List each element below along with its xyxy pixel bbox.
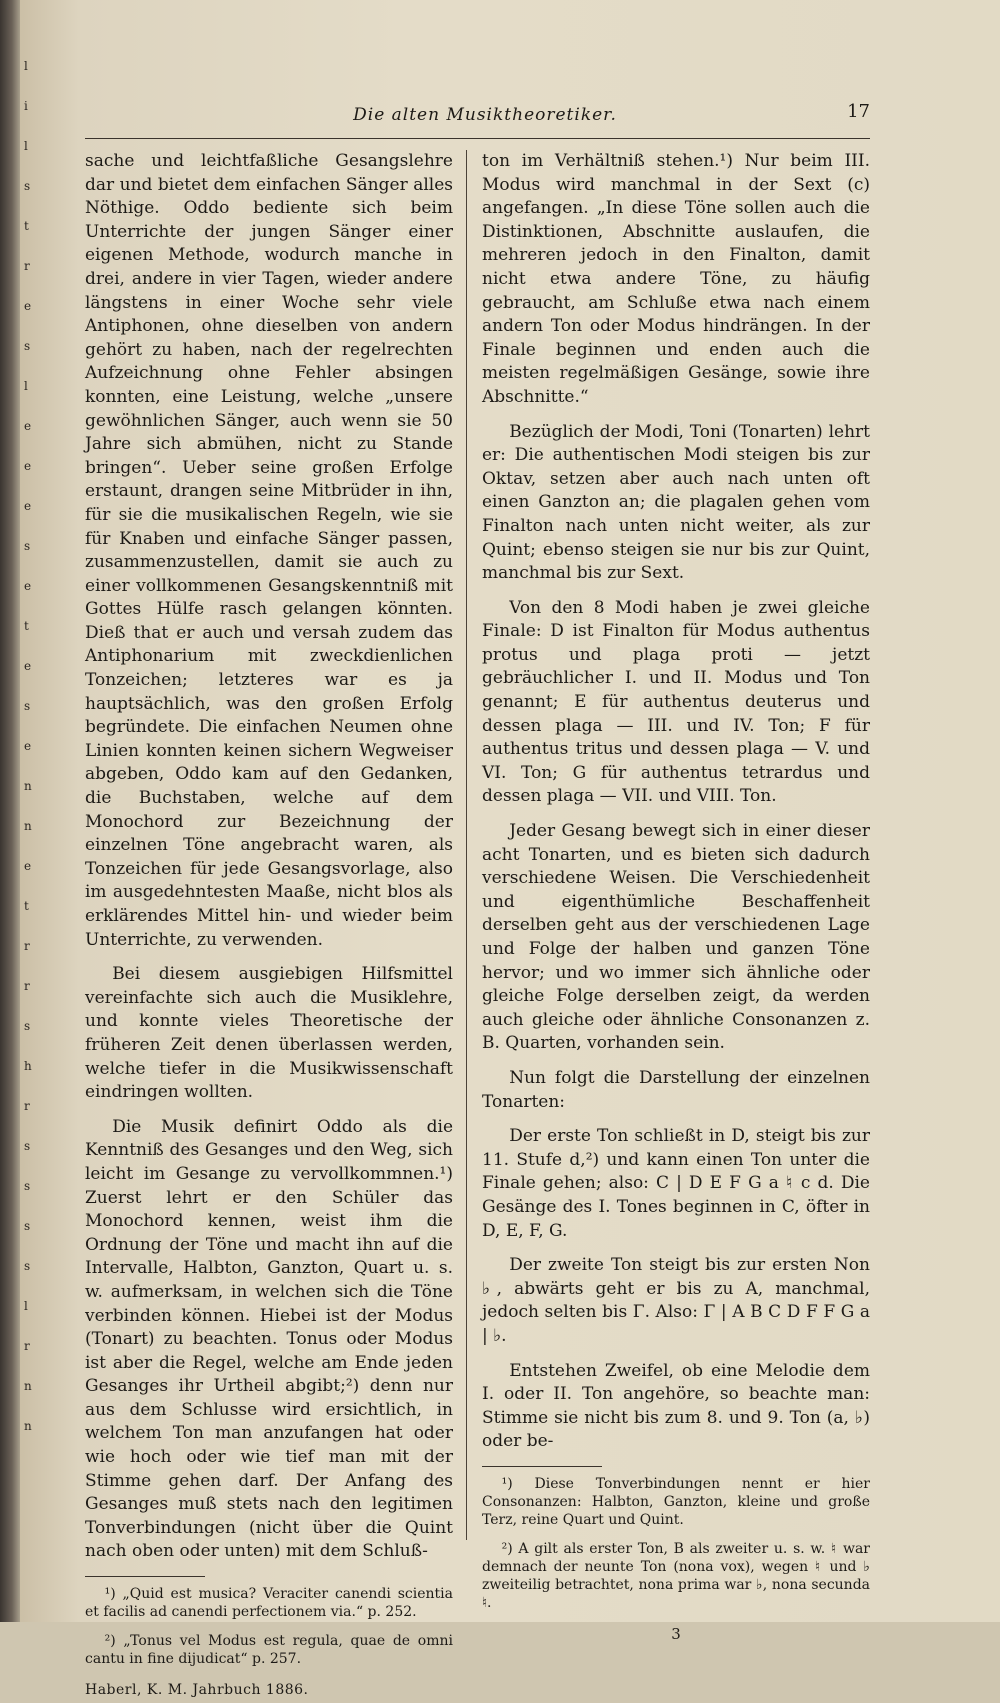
footnote: ²) „Tonus vel Modus est regula, quae de omni cantu in fine dijudicat“ p. 257. xyxy=(85,1633,453,1668)
edge-letter: s xyxy=(24,339,31,353)
edge-letter: s xyxy=(24,1259,31,1273)
paragraph: Entstehen Zweifel, ob eine Melodie dem I. oder II. Ton angehöre, so beachte man: Stimme sie nicht bis zum 8. und 9. Ton (a, ♭) oder be- xyxy=(482,1360,870,1452)
paragraph: Der zweite Ton steigt bis zur ersten Non ♭, abwärts geht er bis zu A, manchmal, jedoch selten bis Γ. Also: Γ | A B C D F F G a | ♭. xyxy=(482,1255,870,1346)
footnote: ¹) Diese Tonverbindungen nennt er hier Consonanzen: Halbton, Ganzton, kleine und große Terz, reine Quart und Quint. xyxy=(482,1475,870,1528)
edge-letter: s xyxy=(24,1219,31,1233)
edge-letter: e xyxy=(24,499,32,513)
document-page xyxy=(20,0,1000,1699)
edge-letter: e xyxy=(24,459,32,473)
paragraph: sache und leichtfaßliche Gesangslehre dar und bietet dem einfachen Sänger alles Nöthige. Oddo bediente sich beim Unterrichte der jungen Sänger einer eigenen Methode, wodurch manche in drei, andere in vier Tagen, wieder andere längstens in einer Woche sehr viele Antiphonen, ohne dieselben von andern gehört zu haben, nach der regelrechten Aufzeichnung ohne Fehler absingen konnten, eine Leistung, welche „unsere gewöhnlichen Sänger, auch wenn sie 50 Jahre sich abmühen, nicht zu Stande bringen“. Ueber seine großen Erfolge erstaunt, drangen seine Mitbrüder in ihn, für sie die musikalischen Regeln, wie sie für Knaben und einfache Sänger passen, zusammenzustellen, damit sie auch zu einer vollkommenen Gesangskenntniß mit Gottes Hülfe rasch gelangen könnten. Dieß that er auch und versah zudem das Antiphonarium mit zweckdienlichen Tonzeichen; letzteres war es ja hauptsächlich, was den großen Erfolg begründete. Die einfachen Neumen ohne Linien konnten keinen sichern Wegweiser abgeben, Oddo kam auf den Gedanken, die Buchstaben, welche auf dem Monochord zur Bezeichnung der einzelnen Töne angebracht waren, als Tonzeichen für jede Gesangsvorlage, also im ausgedehntesten Maaße, nicht blos als erklärendes Mittel hin- und wieder beim Unterrichte, zu verwenden. xyxy=(85,151,453,950)
footnote-rule xyxy=(85,1576,205,1577)
paragraph: ton im Verhältniß stehen.¹) Nur beim III. Modus wird manchmal in der Sext (c) angefangen. „In diese Töne sollen auch die Distinktionen, Abschnitte auslaufen, die mehreren jedoch in den Finalton, damit nicht etwa andere Töne, zu häufig gebraucht, am Schluße etwa nach einem andern Ton oder Modus hindrängen. In der Finale beginnen und enden auch die meisten regelmäßigen Gesänge, sowie ihre Abschnitte.“ xyxy=(482,151,870,407)
edge-letter: t xyxy=(24,899,29,913)
signature-line: Haberl, K. M. Jahrbuch 1886. xyxy=(85,1682,309,1699)
edge-letter: e xyxy=(24,579,32,593)
footnote: ¹) „Quid est musica? Veraciter canendi scientia et facilis ad canendi perfectionem via.“ p. 252. xyxy=(85,1586,453,1621)
edge-letter: e xyxy=(24,659,32,673)
edge-letter: r xyxy=(24,939,30,953)
edge-letter: l xyxy=(24,379,28,393)
edge-letter: n xyxy=(24,819,32,833)
edge-letter: l xyxy=(24,59,28,73)
running-title: Die alten Musiktheoretiker. xyxy=(353,105,617,125)
footnote-rule xyxy=(482,1466,602,1467)
edge-letter: r xyxy=(24,1099,30,1113)
edge-letter: s xyxy=(24,539,31,553)
edge-letter: t xyxy=(24,219,29,233)
left-column xyxy=(85,150,453,1703)
edge-letter: h xyxy=(24,1059,32,1073)
edge-letter: s xyxy=(24,1019,31,1033)
edge-letter: n xyxy=(24,1419,32,1433)
edge-letter: n xyxy=(24,1379,32,1393)
signature-mark: 3 xyxy=(671,1624,681,1643)
edge-letter: r xyxy=(24,259,30,273)
edge-letter: l xyxy=(24,139,28,153)
edge-letter: r xyxy=(24,979,30,993)
edge-letter: i xyxy=(24,99,28,113)
paragraph: Nun folgt die Darstellung der einzelnen Tonarten: xyxy=(482,1067,870,1112)
right-column xyxy=(482,150,870,1646)
edge-letter: l xyxy=(24,1299,28,1313)
column-divider xyxy=(466,150,467,1540)
paragraph: Von den 8 Modi haben je zwei gleiche Finale: D ist Finalton für Modus authentus protus und plaga proti — jetzt gebräuchlicher I. und II. Modus und Ton genannt; E für authentus deuterus und dessen plaga — III. und IV. Ton; F für authentus tritus und dessen plaga — V. und VI. Ton; G für authentus tetrardus und dessen plaga — VII. und VIII. Ton. xyxy=(482,597,870,807)
edge-letter: e xyxy=(24,739,32,753)
paragraph: Bei diesem ausgiebigen Hilfsmittel vereinfachte sich auch die Musiklehre, und konnte vieles Theoretische der früheren Zeit denen überlassen werden, welche tiefer in die Musikwissenschaft eindringen wollten. xyxy=(85,964,453,1103)
header-rule xyxy=(85,138,870,139)
paragraph: Die Musik definirt Oddo als die Kenntniß des Gesanges und den Weg, sich leicht im Gesange zu vervollkommnen.¹) Zuerst lehrt er den Schüler das Monochord kennen, weist ihm die Ordnung der Töne und macht ihn auf die Intervalle, Halbton, Ganzton, Quart u. s. w. aufmerksam, in welchen sich die Töne verbinden können. Hiebei ist der Modus (Tonart) zu beachten. Tonus oder Modus ist aber die Regel, welche am Ende jeden Gesanges ihr Urtheil abgibt;²) denn nur aus dem Schlusse wird ersichtlich, in welchem Ton man anzufangen hat oder wie hoch oder wie tief man mit der Stimme gehen darf. Der Anfang des Gesanges muß stets nach den legitimen Tonverbindungen (nicht über die Quint nach oben oder unten) mit dem Schluß- xyxy=(85,1116,453,1562)
edge-letter: e xyxy=(24,419,32,433)
edge-letter: s xyxy=(24,699,31,713)
paragraph: Bezüglich der Modi, Toni (Tonarten) lehrt er: Die authentischen Modi steigen bis zur Oktav, setzen aber auch nach unten oft einen Ganzton an; die plagalen gehen vom Finalton nach unten nicht weiter, als zur Quint; ebenso steigen sie nur bis zur Quint, manchmal bis zur Sext. xyxy=(482,421,870,584)
edge-letter: r xyxy=(24,1339,30,1353)
edge-letter: t xyxy=(24,619,29,633)
page-header xyxy=(100,101,870,131)
edge-letter: n xyxy=(24,779,32,793)
facing-page-edge xyxy=(24,60,38,1460)
edge-letter: s xyxy=(24,179,31,193)
edge-letter: e xyxy=(24,299,32,313)
paragraph: Der erste Ton schließt in D, steigt bis zur 11. Stufe d,²) und kann einen Ton unter die Finale gehen; also: C | D E F G a ♮ c d. Die Gesänge des I. Tones beginnen in C, öfter in D, E, F, G. xyxy=(482,1126,870,1241)
footnote: ²) A gilt als erster Ton, B als zweiter u. s. w. ♮ war demnach der neunte Ton (nona vox), wegen ♮ und ♭ zweiteilig betrachtet, nona prima war ♭, nona secunda ♮. xyxy=(482,1540,870,1611)
page-number: 17 xyxy=(847,101,870,122)
paragraph: Jeder Gesang bewegt sich in einer dieser acht Tonarten, und es bieten sich dadurch verschiedene Weisen. Die Verschiedenheit und eigenthümliche Beschaffenheit derselben geht aus der verschiedenen Lage und Folge der halben und ganzen Töne hervor; und wo immer sich ähnliche oder gleiche Folge derselben zeigt, da werden auch gleiche oder ähnliche Consonanzen z. B. Quarten, vorhanden sein. xyxy=(482,821,870,1054)
book-binding xyxy=(0,0,20,1622)
edge-letter: s xyxy=(24,1179,31,1193)
edge-letter: e xyxy=(24,859,32,873)
edge-letter: s xyxy=(24,1139,31,1153)
